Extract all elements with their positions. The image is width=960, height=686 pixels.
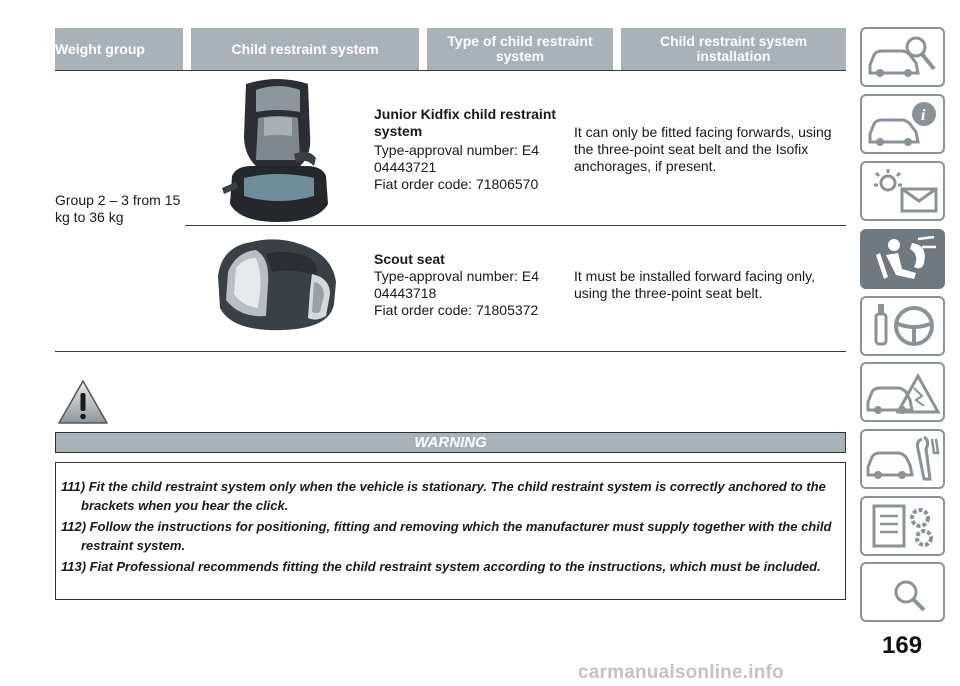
- order-code: Fiat order code: 71806570: [374, 176, 539, 192]
- tab-car-info[interactable]: [860, 94, 945, 154]
- tab-technical-data[interactable]: [860, 496, 945, 556]
- tab-index[interactable]: [860, 562, 945, 622]
- scout-seat-image: [212, 232, 340, 332]
- row-rule: [185, 225, 846, 226]
- warning-box: [55, 462, 846, 600]
- tab-seat-airbag[interactable]: [860, 229, 945, 289]
- tab-key-steering[interactable]: [860, 296, 945, 356]
- installation-text: It can only be fitted facing forwards, using the three-point seat belt and the Isofix anchorages, if present.: [574, 124, 832, 174]
- tab-maintenance[interactable]: [860, 429, 945, 489]
- table-header: [55, 28, 846, 70]
- seat-airbag-icon: [864, 233, 942, 285]
- svg-text:i: i: [920, 107, 925, 124]
- order-code: Fiat order code: 71805372: [374, 302, 539, 318]
- car-breakdown-warning-icon: [864, 366, 942, 418]
- warning-title: WARNING: [55, 432, 846, 453]
- car-search-icon: [864, 31, 942, 83]
- page-number: 169: [882, 632, 923, 659]
- car-info-icon: [864, 98, 942, 150]
- tab-warning-lights[interactable]: [860, 161, 945, 221]
- warning-lights-message-icon: [864, 165, 942, 217]
- key-steering-wheel-icon: [864, 300, 942, 352]
- header-type: Type of child restraint system: [427, 28, 613, 70]
- header-child-restraint-system: Child restraint system: [191, 28, 419, 70]
- tab-breakdown[interactable]: [860, 362, 945, 422]
- header-weight-group: Weight group: [55, 28, 183, 70]
- warning-item: 111) Fit the child restraint system only when the vehicle is stationary. The child restraint system is correctly anchored to the brackets when you hear the click.: [61, 479, 826, 513]
- technical-data-gears-icon: [864, 500, 942, 552]
- warning-triangle-icon: [57, 378, 109, 426]
- type-approval: Type-approval number: E4 04443721: [374, 142, 539, 175]
- table-bottom-rule: [55, 351, 846, 352]
- header-installation: Child restraint system installation: [621, 28, 846, 70]
- type-approval: Type-approval number: E4 04443718: [374, 268, 539, 301]
- tab-car-search[interactable]: [860, 27, 945, 87]
- installation-text: It must be installed forward facing only, using the three-point seat belt.: [574, 268, 815, 301]
- weight-group-label: Group 2 – 3 from 15 kg to 36 kg: [55, 192, 181, 225]
- watermark: carmanualsonline.info: [578, 662, 784, 683]
- warning-item: 112) Follow the instructions for positioning, fitting and removing which the manufacturer must supply together with the child restraint system.: [61, 519, 832, 553]
- product-name: Scout seat: [374, 251, 445, 267]
- warning-item: 113) Fiat Professional recommends fitting the child restraint system according to the instructions, which must be included.: [61, 559, 821, 574]
- product-name: Junior Kidfix child restraint system: [374, 106, 557, 139]
- alphabetical-index-icon: [864, 566, 942, 618]
- header-rule: [55, 70, 846, 71]
- junior-kidfix-image: [222, 76, 334, 222]
- car-maintenance-tools-icon: [864, 433, 942, 485]
